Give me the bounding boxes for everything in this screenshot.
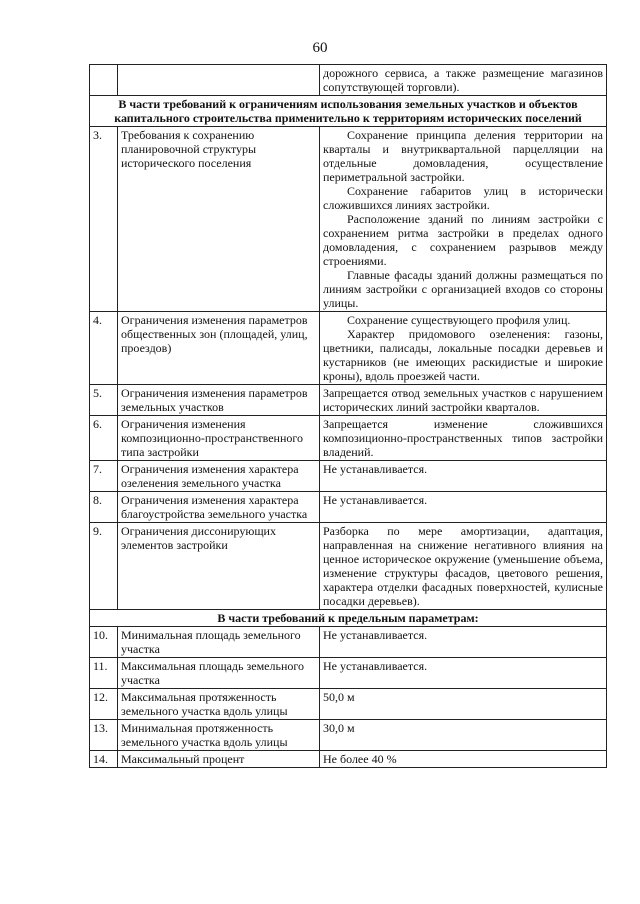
requirement-value xyxy=(320,658,607,689)
row-number: 13. xyxy=(90,720,118,751)
requirement-name: Ограничения изменения композиционно-пространственного типа застройки xyxy=(118,416,320,461)
value-paragraph: Главные фасады зданий должны размещаться по линиям застройки с организацией входов со стороны улицы. xyxy=(323,268,603,310)
page-number: 60 xyxy=(312,40,328,56)
requirement-value xyxy=(320,627,607,658)
table-row xyxy=(90,658,607,689)
table-row xyxy=(90,385,607,416)
table-row xyxy=(90,127,607,312)
requirement-value xyxy=(320,689,607,720)
requirement-value xyxy=(320,523,607,610)
table-row xyxy=(90,492,607,523)
value-paragraph: Запрещается изменение сложившихся композиционно-пространственных типов застройки владений. xyxy=(323,417,603,459)
requirement-name: Максимальная площадь земельного участка xyxy=(118,658,320,689)
row-number xyxy=(90,65,118,96)
table-row xyxy=(90,461,607,492)
section-header-row xyxy=(90,96,607,127)
value-paragraph: Характер придомового озеленения: газоны, цветники, палисады, локальные посадки деревьев и кустарников (не имеющих раскидистые и широкие кроны), вдоль проезжей части. xyxy=(323,327,603,383)
row-number: 4. xyxy=(90,312,118,385)
requirement-name xyxy=(118,65,320,96)
requirement-name: Ограничения изменения характера благоустройства земельного участка xyxy=(118,492,320,523)
requirement-value xyxy=(320,720,607,751)
row-number: 11. xyxy=(90,658,118,689)
row-number: 14. xyxy=(90,751,118,768)
requirement-value xyxy=(320,416,607,461)
value-paragraph: 30,0 м xyxy=(323,721,355,735)
section-title: В части требований к ограничениям использования земельных участков и объектов капитального строительства применительно к территориям исторических поселений xyxy=(90,96,607,127)
value-paragraph: Не более 40 % xyxy=(323,752,397,766)
row-number: 10. xyxy=(90,627,118,658)
value-paragraph: дорожного сервиса, а также размещение магазинов сопутствующей торговли). xyxy=(323,66,603,94)
value-paragraph: Разборка по мере амортизации, адаптация, направленная на снижение негативного влияния на ценное историческое окружение (уменьшение объема, изменение структуры фасадов, цветового решения, характера отделки фасадных поверхностей, кулисные посадки деревьев). xyxy=(323,524,603,608)
table-row xyxy=(90,720,607,751)
table-row xyxy=(90,689,607,720)
value-paragraph: 50,0 м xyxy=(323,690,355,704)
requirement-value xyxy=(320,492,607,523)
table-row xyxy=(90,416,607,461)
table-row xyxy=(90,751,607,768)
requirement-name: Максимальный процент xyxy=(118,751,320,768)
section-title: В части требований к предельным параметрам: xyxy=(90,610,607,627)
table-row xyxy=(90,312,607,385)
requirement-value xyxy=(320,751,607,768)
value-paragraph: Сохранение существующего профиля улиц. xyxy=(347,313,571,327)
value-paragraph: Не устанавливается. xyxy=(323,493,428,507)
regulations-table xyxy=(89,64,607,768)
requirement-value xyxy=(320,312,607,385)
value-paragraph: Не устанавливается. xyxy=(323,659,428,673)
requirement-value xyxy=(320,65,607,96)
row-number: 5. xyxy=(90,385,118,416)
table-row xyxy=(90,627,607,658)
value-paragraph: Расположение зданий по линиям застройки с сохранением ритма застройки в пределах одного домовладения, с сохранением разрывов между строениями. xyxy=(323,212,603,268)
row-number: 12. xyxy=(90,689,118,720)
requirement-value xyxy=(320,385,607,416)
row-number: 9. xyxy=(90,523,118,610)
value-paragraph: Сохранение принципа деления территории на кварталы и внутриквартальной парцелляции на отдельные домовладения, осуществление периметральной застройки. xyxy=(323,128,603,184)
requirement-name: Минимальная протяженность земельного участка вдоль улицы xyxy=(118,720,320,751)
requirement-value xyxy=(320,461,607,492)
row-number: 3. xyxy=(90,127,118,312)
requirement-name: Ограничения изменения характера озеленения земельного участка xyxy=(118,461,320,492)
requirement-name: Требования к сохранению планировочной структуры исторического поселения xyxy=(118,127,320,312)
value-paragraph: Сохранение габаритов улиц в исторически сложившихся линиях застройки. xyxy=(323,184,603,212)
section-header-row xyxy=(90,610,607,627)
requirement-name: Ограничения изменения параметров общественных зон (площадей, улиц, проездов) xyxy=(118,312,320,385)
value-paragraph: Не устанавливается. xyxy=(323,628,428,642)
requirement-name: Максимальная протяженность земельного участка вдоль улицы xyxy=(118,689,320,720)
row-number: 6. xyxy=(90,416,118,461)
value-paragraph: Не устанавливается. xyxy=(323,462,428,476)
requirement-name: Ограничения диссонирующих элементов застройки xyxy=(118,523,320,610)
table-row xyxy=(90,65,607,96)
row-number: 7. xyxy=(90,461,118,492)
requirement-name: Минимальная площадь земельного участка xyxy=(118,627,320,658)
value-paragraph: Запрещается отвод земельных участков с нарушением исторических линий застройки кварталов. xyxy=(323,386,603,414)
requirement-name: Ограничения изменения параметров земельных участков xyxy=(118,385,320,416)
table-row xyxy=(90,523,607,610)
requirement-value xyxy=(320,127,607,312)
row-number: 8. xyxy=(90,492,118,523)
